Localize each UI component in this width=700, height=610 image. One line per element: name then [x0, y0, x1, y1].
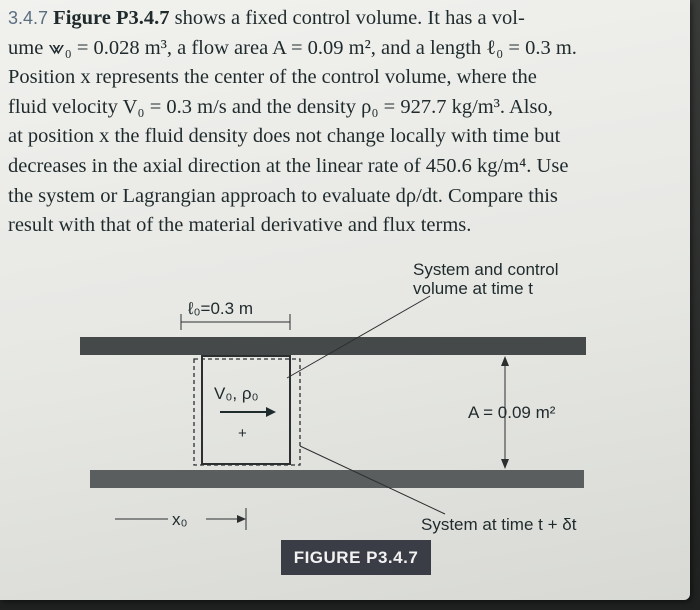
x0-arrowhead: [237, 515, 246, 523]
length-label: ℓ₀=0.3 m: [188, 299, 253, 318]
control-volume-box: [202, 356, 290, 464]
area-label: A = 0.09 m²: [468, 403, 556, 422]
problem-line-3: Position x represents the center of the control volume, where the: [8, 66, 537, 89]
figure-caption: FIGURE P3.4.7: [281, 540, 431, 575]
figure-reference: Figure P3.4.7: [53, 7, 170, 29]
velocity-density-label: V₀, ρ₀: [214, 384, 259, 403]
problem-line-6: decreases in the axial direction at the linear rate of 450.6 kg/m⁴. Use: [8, 154, 569, 177]
x0-label: x₀: [172, 510, 188, 529]
problem-line-2: ume ⩖₀ = 0.028 m³, a flow area A = 0.09 m², and a length ℓ₀ = 0.3 m.: [8, 36, 577, 59]
plus-sign: +: [238, 425, 247, 442]
problem-line-8: result with that of the material derivative and flux terms.: [8, 214, 472, 237]
system-cv-label-1: System and control: [413, 260, 559, 279]
problem-line-4: fluid velocity V₀ = 0.3 m/s and the density ρ₀ = 927.7 kg/m³. Also,: [8, 95, 553, 118]
area-arrowhead-top: [501, 356, 509, 366]
problem-line-7: the system or Lagrangian approach to evaluate dρ/dt. Compare this: [8, 184, 558, 207]
top-wall: [80, 337, 586, 355]
problem-number: 3.4.7: [8, 8, 49, 28]
area-arrowhead-bottom: [501, 459, 509, 469]
system-later-label: System at time t + δt: [421, 515, 577, 534]
bottom-wall: [90, 470, 584, 488]
problem-text-1: shows a fixed control volume. It has a vol-: [169, 7, 525, 29]
velocity-arrowhead: [266, 407, 276, 417]
problem-line-5: at position x the fluid density does not change locally with time but: [8, 125, 561, 148]
system-cv-label-2: volume at time t: [413, 279, 533, 298]
